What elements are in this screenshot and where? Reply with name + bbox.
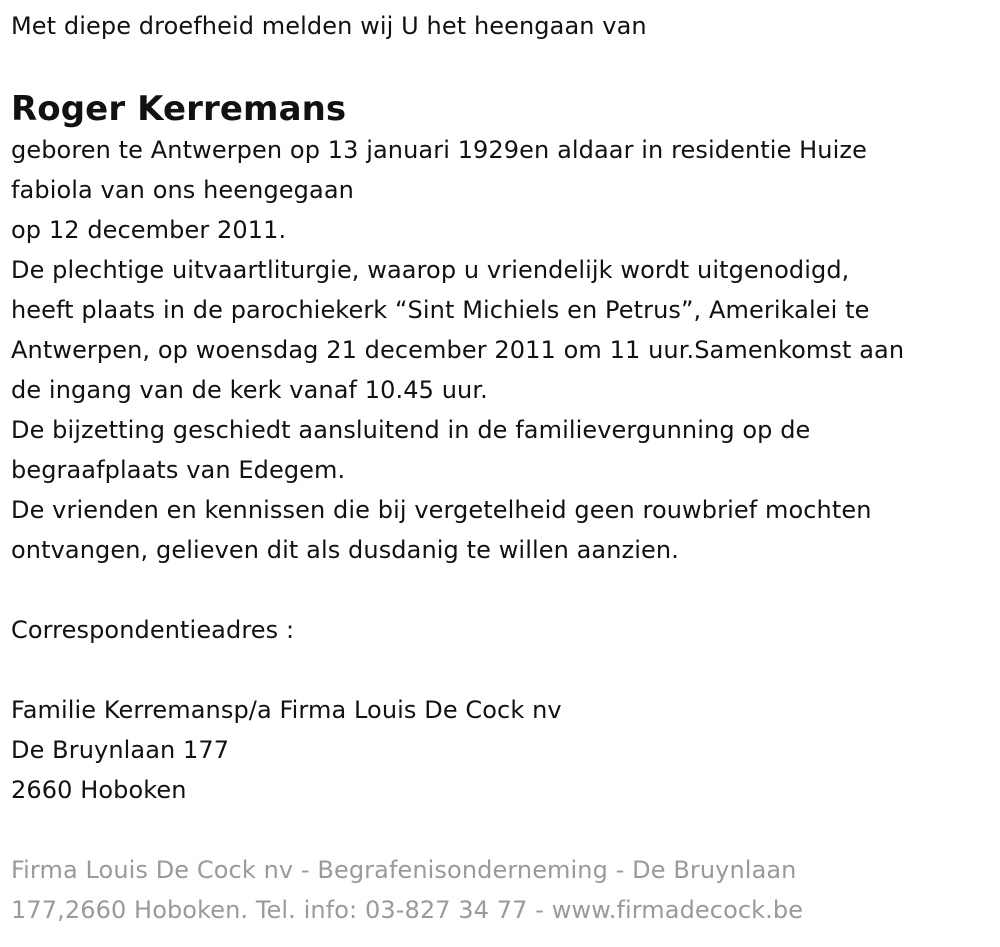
funeral-home-footer	[11, 850, 1000, 930]
body-line: heeft plaats in de parochiekerk “Sint Michiels en Petrus”, Amerikalei te	[11, 296, 870, 324]
body-line: begraafplaats van Edegem.	[11, 456, 346, 484]
spacer	[11, 570, 1000, 610]
correspondence-label: Correspondentieadres :	[11, 616, 295, 644]
spacer	[11, 650, 1000, 690]
correspondence-address	[11, 690, 1000, 810]
address-line: Familie Kerremansp/a Firma Louis De Cock nv	[11, 696, 562, 724]
address-line: 2660 Hoboken	[11, 776, 187, 804]
body-line: De plechtige uitvaartliturgie, waarop u vriendelijk wordt uitgenodigd,	[11, 256, 850, 284]
body-line: geboren te Antwerpen op 13 januari 1929en aldaar in residentie Huize	[11, 136, 867, 164]
footer-line: Firma Louis De Cock nv - Begrafenisonderneming - De Bruynlaan	[11, 856, 797, 884]
body-line: op 12 december 2011.	[11, 216, 287, 244]
body-line: De vrienden en kennissen die bij vergetelheid geen rouwbrief mochten	[11, 496, 872, 524]
address-line: De Bruynlaan 177	[11, 736, 230, 764]
body-line: fabiola van ons heengegaan	[11, 176, 354, 204]
footer-line: 177,2660 Hoboken. Tel. info: 03-827 34 77 - www.firmadecock.be	[11, 896, 804, 924]
spacer	[11, 46, 1000, 86]
spacer	[11, 810, 1000, 850]
intro-text: Met diepe droefheid melden wij U het heengaan van	[11, 12, 647, 40]
body-line: Antwerpen, op woensdag 21 december 2011 om 11 uur.Samenkomst aan	[11, 336, 905, 364]
deceased-name: Roger Kerremans	[11, 89, 347, 129]
body-line: de ingang van de kerk vanaf 10.45 uur.	[11, 376, 488, 404]
body-line: De bijzetting geschiedt aansluitend in de familievergunning op de	[11, 416, 811, 444]
obituary-body	[11, 130, 1000, 570]
body-line: ontvangen, gelieven dit als dusdanig te willen aanzien.	[11, 536, 679, 564]
